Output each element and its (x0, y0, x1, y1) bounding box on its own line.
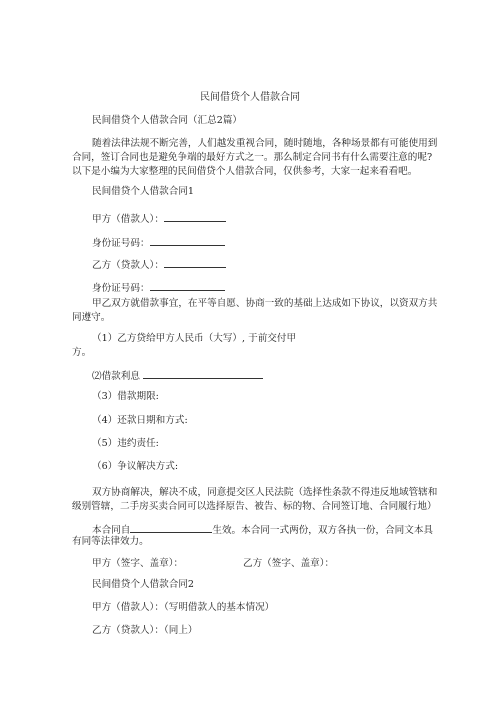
party-b-line (92, 258, 226, 271)
item-2-blank (143, 369, 263, 379)
contract2-party-a: 甲方（借款人）：（写明借款人的基本情况） (92, 602, 275, 613)
party-b-label: 乙方（贷款人）： (92, 260, 164, 271)
contract2-heading: 民间借贷个人借款合同2 (92, 579, 195, 590)
dispute-line-2: 级别管辖，二手房买卖合同可以选择原告、被告、标的物、合同签订地、合同履行地） (72, 501, 437, 512)
document-title: 民间借贷个人借款合同 (200, 92, 300, 103)
signature-b: 乙方（签字、盖章）： (243, 558, 335, 569)
effect-line-1 (92, 523, 433, 536)
id-no-b-blank (150, 281, 225, 291)
intro-line-1: 随着法律法规不断完善，人们越发重视合同，随时随地，各种场景都有可能使用到 (92, 138, 438, 149)
effect-suffix: 生效。本合同一式两份，双方各执一份，合同文本具 (212, 525, 434, 536)
agreement-line-1: 甲乙双方就借款事宜，在平等自愿、协商一致的基础上达成如下协议，以资双方共 (92, 298, 438, 309)
effect-line-2: 有同等法律效力。 (72, 536, 149, 547)
id-no-a-line (92, 236, 225, 249)
item-5: （5）违约责任: (92, 438, 159, 449)
item-2-label: ⑵借款利息 (92, 371, 140, 382)
item-6: （6）争议解决方式: (92, 461, 179, 472)
party-a-blank (164, 212, 226, 222)
item-3: （3）借款期限: (92, 391, 159, 402)
dispute-line-1: 双方协商解决，解决不成，同意提交区人民法院（选择性条款不得违反地域管辖和 (92, 487, 438, 498)
item-1-line-1: （1）乙方贷给甲方人民币（大写）, 于前交付甲 (92, 333, 297, 344)
party-a-label: 甲方（借款人）： (92, 214, 164, 225)
intro-line-3: 以下是小编为大家整理的民间借贷个人借款合同，仅供参考，大家一起来看看吧。 (72, 166, 418, 177)
id-no-b-label: 身份证号码： (92, 283, 150, 294)
party-a-line (92, 212, 226, 225)
agreement-line-2: 同遵守。 (72, 312, 111, 323)
signature-a: 甲方（签字、盖章）： (92, 558, 184, 569)
item-1-line-2: 方。 (72, 347, 92, 358)
effect-date-blank (130, 523, 212, 533)
item-4: （4）还款日期和方式: (92, 415, 188, 426)
id-no-a-label: 身份证号码： (92, 238, 150, 249)
effect-prefix: 本合同自 (92, 525, 131, 536)
contract2-party-b: 乙方（贷款人）：（同上） (92, 625, 198, 636)
id-no-a-blank (150, 236, 225, 246)
document-subtitle: 民间借贷个人借款合同（汇总2篇） (92, 115, 243, 126)
id-no-b-line (92, 281, 225, 294)
party-b-blank (164, 258, 226, 268)
intro-line-2: 合同，签订合同也是避免争端的最好方式之一。那么制定合同书有什么需要注意的呢? (72, 152, 433, 163)
contract1-heading: 民间借贷个人借款合同1 (92, 186, 195, 197)
item-2-line (92, 369, 263, 382)
